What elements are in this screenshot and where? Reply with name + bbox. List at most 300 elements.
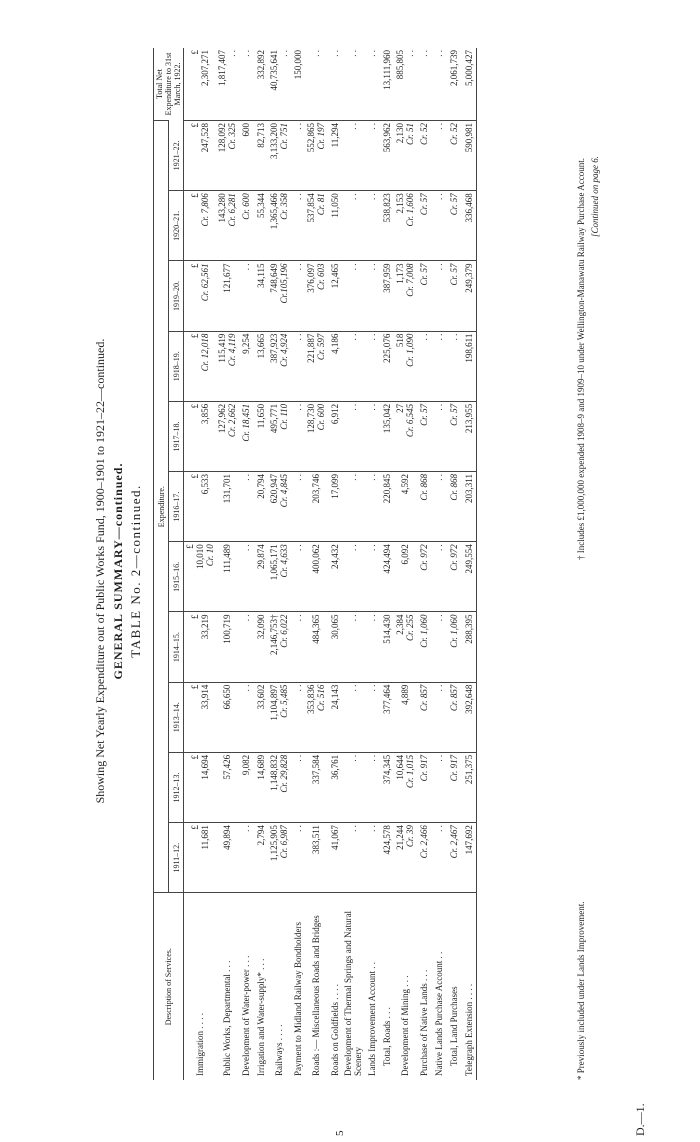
table-cell bbox=[184, 120, 217, 190]
cell-value: . . bbox=[433, 333, 444, 341]
table-cell bbox=[268, 261, 290, 331]
row-label: Payment to Midland Railway Bondholders bbox=[290, 893, 305, 1080]
cell-value: . . bbox=[433, 403, 444, 411]
cell-value: . . bbox=[366, 684, 377, 692]
cell-value: 55,344 bbox=[255, 193, 266, 218]
table-cell bbox=[290, 752, 305, 822]
table-cell bbox=[461, 261, 477, 331]
cell-value: 14,694 bbox=[200, 754, 210, 780]
cell-value: 387,959 bbox=[381, 263, 392, 293]
cell-value: Cr. 597 bbox=[316, 333, 326, 361]
cell-value: Cr. 868 bbox=[418, 474, 429, 501]
table-cell bbox=[364, 612, 379, 682]
cell-value: 11,681 bbox=[200, 825, 210, 850]
table-cell bbox=[290, 331, 305, 401]
table-cell bbox=[184, 823, 217, 893]
table-cell bbox=[216, 823, 238, 893]
table-cell bbox=[238, 472, 253, 542]
table-cell bbox=[379, 823, 394, 893]
table-cell bbox=[216, 472, 238, 542]
table-cell bbox=[216, 752, 238, 822]
table-cell bbox=[216, 682, 238, 752]
cell-value: Cr. 7,008 bbox=[405, 263, 415, 297]
cell-value: Cr. 2,467 bbox=[448, 825, 459, 859]
cell-value: 20,794 bbox=[255, 474, 266, 499]
table-cell bbox=[305, 752, 327, 822]
cell-value: £ bbox=[190, 474, 200, 479]
cell-value: 24,432 bbox=[329, 544, 340, 569]
table-cell bbox=[184, 752, 217, 822]
cell-value: 495,771 bbox=[269, 403, 279, 434]
cell-value: 1,065,171 bbox=[269, 544, 279, 581]
table-cell bbox=[253, 682, 268, 752]
table-cell bbox=[379, 331, 394, 401]
cell-value: 13,111,960 bbox=[381, 50, 392, 90]
cell-value: Cr. 325 bbox=[227, 122, 237, 150]
table-cell bbox=[431, 682, 446, 752]
table-cell bbox=[290, 612, 305, 682]
cell-value: Cr. 603 bbox=[316, 263, 326, 290]
cell-value: 121,677 bbox=[222, 263, 232, 293]
table-cell bbox=[238, 191, 253, 261]
cell-value: . . bbox=[240, 544, 251, 551]
cell-value: . . bbox=[227, 50, 237, 57]
cell-value: Cr. 110 bbox=[279, 403, 289, 430]
cell-value: Cr. 51 bbox=[405, 122, 415, 145]
cell-value: . . bbox=[279, 50, 289, 57]
cell-value: 11,650 bbox=[255, 403, 266, 429]
cell-value: 213,955 bbox=[463, 403, 474, 434]
table-cell bbox=[446, 191, 461, 261]
table-cell bbox=[327, 191, 342, 261]
cell-value: Cr. 2,466 bbox=[418, 825, 429, 859]
continued-note: [Continued on page 6. bbox=[590, 156, 600, 237]
cell-value: . . bbox=[292, 684, 303, 692]
cell-value: 221,887 bbox=[306, 333, 316, 363]
row-label: Roads :— Miscellaneous Roads and Bridges bbox=[305, 893, 327, 1080]
cell-value: . . bbox=[348, 825, 358, 832]
cell-value: 11,050 bbox=[329, 193, 340, 218]
year-header: 1919–20. bbox=[169, 261, 184, 331]
cell-value: 82,713 bbox=[255, 122, 266, 148]
table-cell bbox=[446, 823, 461, 893]
table-row bbox=[216, 48, 238, 1080]
cell-value: . . bbox=[366, 122, 377, 130]
year-header: 1912–13. bbox=[169, 752, 184, 822]
cell-value: 400,062 bbox=[311, 544, 321, 574]
table-cell bbox=[305, 682, 327, 752]
table-cell bbox=[394, 612, 416, 682]
cell-value: 600 bbox=[240, 122, 251, 137]
cell-value: 34,115 bbox=[255, 263, 266, 288]
cell-value: £ bbox=[190, 263, 200, 268]
table-cell bbox=[290, 401, 305, 471]
cell-value: Cr. 600 bbox=[316, 403, 326, 431]
cell-value: 100,719 bbox=[222, 614, 232, 644]
cell-value: Cr. 57 bbox=[448, 403, 459, 426]
table-row bbox=[268, 48, 290, 1080]
cell-value: Cr. 29,828 bbox=[279, 754, 289, 793]
cell-value: 538,823 bbox=[381, 193, 392, 223]
year-header: 1911–12. bbox=[169, 823, 184, 893]
cell-value: 563,962 bbox=[381, 122, 392, 153]
table-cell bbox=[253, 823, 268, 893]
cell-value: 247,528 bbox=[200, 122, 210, 153]
table-cell bbox=[431, 120, 446, 190]
table-label: TABLE No. 2—continued. bbox=[128, 484, 143, 658]
cell-value: . . bbox=[292, 474, 303, 481]
year-header: 1914–15. bbox=[169, 612, 184, 682]
cell-value: 2,146,753† bbox=[269, 614, 279, 655]
cell-value: Cr. 857 bbox=[448, 684, 459, 712]
cell-value: 1,365,466 bbox=[269, 193, 279, 230]
row-label: Roads on Goldfields . . . . bbox=[327, 893, 342, 1080]
cell-value: 33,602 bbox=[255, 684, 266, 710]
expenditure-header: Expenditure. bbox=[154, 120, 169, 892]
table-cell bbox=[364, 191, 379, 261]
table-cell bbox=[327, 48, 342, 120]
cell-value: 537,854 bbox=[306, 193, 316, 223]
cell-value: . . bbox=[292, 403, 303, 411]
table-cell bbox=[184, 191, 217, 261]
cell-value: 127,962 bbox=[217, 403, 227, 434]
cell-value: Cr. 358 bbox=[279, 193, 289, 220]
cell-value: £ bbox=[190, 122, 200, 128]
cell-value: Cr. 2,662 bbox=[227, 403, 237, 438]
cell-value: . . bbox=[433, 614, 444, 622]
table-cell bbox=[238, 682, 253, 752]
table-subtitle: Showing Net Yearly Expenditure out of Public Works Fund, 1900–1901 to 1921–22—continued. bbox=[93, 338, 107, 804]
cell-value: . . bbox=[433, 50, 444, 57]
cell-value: Cr. 57 bbox=[418, 193, 429, 216]
cell-value: 332,892 bbox=[255, 50, 266, 80]
cell-value: Cr. 62,561 bbox=[200, 263, 210, 302]
cell-value: 249,379 bbox=[463, 263, 474, 293]
table-cell bbox=[268, 682, 290, 752]
cell-value: 2,384 bbox=[395, 614, 405, 635]
cell-value: . . bbox=[240, 50, 251, 57]
cell-value: Cr. 1,090 bbox=[405, 333, 415, 367]
cell-value: . . bbox=[366, 263, 377, 271]
table-cell bbox=[461, 542, 477, 612]
table-cell bbox=[416, 261, 431, 331]
table-cell bbox=[461, 120, 477, 190]
cell-value: Cr. 7,806 bbox=[200, 193, 210, 227]
table-cell bbox=[327, 261, 342, 331]
description-header: Description of Services. bbox=[154, 893, 184, 1080]
cell-value: . . bbox=[433, 122, 444, 130]
cell-value: 225,076 bbox=[381, 333, 392, 363]
cell-value: . . bbox=[292, 544, 303, 551]
cell-value: 24,143 bbox=[329, 684, 340, 710]
general-summary-title: GENERAL SUMMARY—continued. bbox=[111, 462, 125, 680]
table-cell bbox=[268, 542, 290, 612]
cell-value: . . bbox=[366, 193, 377, 200]
cell-value: . . bbox=[366, 50, 377, 57]
table-cell bbox=[394, 401, 416, 471]
cell-value: . . bbox=[311, 50, 321, 57]
cell-value: 4,186 bbox=[329, 333, 340, 354]
table-cell bbox=[394, 331, 416, 401]
cell-value: 32,090 bbox=[255, 614, 266, 640]
table-cell bbox=[416, 823, 431, 893]
cell-value: Cr. 197 bbox=[316, 122, 326, 150]
cell-value: 249,554 bbox=[463, 544, 474, 574]
cell-value: Cr. 1,060 bbox=[418, 614, 429, 648]
table-cell bbox=[379, 261, 394, 331]
cell-value: 5,000,427 bbox=[463, 50, 474, 86]
table-cell bbox=[253, 120, 268, 190]
cell-value: 131,701 bbox=[222, 474, 232, 504]
table-cell bbox=[364, 472, 379, 542]
year-header: 1915–16. bbox=[169, 542, 184, 612]
table-cell bbox=[290, 120, 305, 190]
table-cell bbox=[305, 472, 327, 542]
cell-value: 392,648 bbox=[463, 684, 474, 714]
cell-value: . . bbox=[240, 474, 251, 481]
cell-value: Cr. 972 bbox=[418, 544, 429, 571]
cell-value: . . bbox=[366, 403, 377, 411]
cell-value: . . bbox=[329, 50, 340, 57]
cell-value: 337,584 bbox=[311, 754, 321, 785]
cell-value: . . bbox=[366, 754, 377, 762]
cell-value: 10,644 bbox=[395, 754, 405, 780]
table-cell bbox=[416, 542, 431, 612]
row-label: Total, Roads . . . bbox=[379, 893, 394, 1080]
table-cell bbox=[184, 261, 217, 331]
row-label: Development of Water-power . . . bbox=[238, 893, 253, 1080]
table-cell bbox=[446, 48, 461, 120]
table-cell bbox=[379, 120, 394, 190]
table-cell bbox=[290, 191, 305, 261]
table-cell bbox=[238, 48, 253, 120]
table-cell bbox=[342, 401, 364, 471]
table-cell bbox=[416, 472, 431, 542]
cell-value: 220,845 bbox=[381, 474, 392, 504]
table-cell bbox=[342, 331, 364, 401]
table-cell bbox=[268, 191, 290, 261]
table-cell bbox=[327, 542, 342, 612]
cell-value: 36,761 bbox=[329, 754, 340, 780]
table-row bbox=[379, 48, 394, 1080]
table-cell bbox=[364, 682, 379, 752]
cell-value: 251,375 bbox=[463, 754, 474, 785]
table-cell bbox=[305, 612, 327, 682]
table-cell bbox=[379, 542, 394, 612]
table-cell bbox=[342, 752, 364, 822]
cell-value: . . bbox=[292, 754, 303, 762]
cell-value: 2,307,271 bbox=[200, 50, 210, 86]
table-cell bbox=[446, 682, 461, 752]
table-cell bbox=[238, 752, 253, 822]
cell-value: 9,082 bbox=[240, 754, 251, 776]
cell-value: £ bbox=[185, 544, 195, 549]
table-cell bbox=[184, 682, 217, 752]
table-cell bbox=[342, 823, 364, 893]
cell-value: Cr. 857 bbox=[418, 684, 429, 712]
cell-value: 6,092 bbox=[400, 544, 410, 565]
cell-value: 288,395 bbox=[463, 614, 474, 644]
cell-value: £ bbox=[190, 825, 200, 830]
row-label: Immigration . . . . bbox=[184, 893, 217, 1080]
cell-value: 147,692 bbox=[463, 825, 474, 855]
cell-value: Cr. 600 bbox=[240, 193, 251, 220]
table-cell bbox=[268, 331, 290, 401]
cell-value: 203,746 bbox=[311, 474, 321, 504]
cell-value: Cr. 751 bbox=[279, 122, 289, 150]
table-row bbox=[416, 48, 431, 1080]
cell-value: 4,592 bbox=[400, 474, 410, 495]
table-cell bbox=[268, 823, 290, 893]
cell-value: £ bbox=[190, 614, 200, 619]
table-cell bbox=[431, 542, 446, 612]
cell-value: Cr. 255 bbox=[405, 614, 415, 641]
cell-value: Cr. 6,987 bbox=[279, 825, 289, 859]
table-cell bbox=[416, 401, 431, 471]
cell-value: 748,649 bbox=[269, 263, 279, 293]
cell-value: Cr. 972 bbox=[448, 544, 459, 571]
cell-value: . . bbox=[366, 544, 377, 551]
cell-value: . . bbox=[292, 193, 303, 200]
cell-value: . . bbox=[433, 825, 444, 832]
cell-value: 620,947 bbox=[269, 474, 279, 504]
table-cell bbox=[394, 542, 416, 612]
table-cell bbox=[431, 472, 446, 542]
cell-value: Cr. 6,022 bbox=[279, 614, 289, 648]
cell-value: 336,468 bbox=[463, 193, 474, 223]
cell-value: . . bbox=[348, 684, 358, 692]
table-cell bbox=[342, 261, 364, 331]
table-cell bbox=[394, 48, 416, 120]
table-cell bbox=[305, 401, 327, 471]
table-cell bbox=[327, 472, 342, 542]
table-cell bbox=[416, 191, 431, 261]
cell-value: Cr. 4,119 bbox=[227, 333, 237, 367]
cell-value: 13,665 bbox=[255, 333, 266, 359]
cell-value: £ bbox=[190, 684, 200, 690]
row-label: Development of Mining . . . bbox=[394, 893, 416, 1080]
table-cell bbox=[253, 401, 268, 471]
table-cell bbox=[416, 612, 431, 682]
table-cell bbox=[461, 682, 477, 752]
table-cell bbox=[327, 612, 342, 682]
cell-value: . . bbox=[240, 825, 251, 832]
cell-value: Cr. 57 bbox=[448, 263, 459, 286]
table-cell bbox=[327, 331, 342, 401]
cell-value: Cr. 868 bbox=[448, 474, 459, 501]
row-label: Development of Thermal Springs and Natural Scenery bbox=[342, 893, 364, 1080]
table-cell bbox=[268, 48, 290, 120]
total-header: Total Net Expenditure to 31st March, 1922. bbox=[154, 48, 184, 120]
table-cell bbox=[364, 542, 379, 612]
table-cell bbox=[327, 752, 342, 822]
cell-value: . . bbox=[433, 263, 444, 271]
cell-value: . . bbox=[292, 122, 303, 130]
cell-value: 514,430 bbox=[381, 614, 392, 644]
table-cell bbox=[290, 823, 305, 893]
cell-value: . . bbox=[433, 754, 444, 762]
table-cell bbox=[268, 472, 290, 542]
cell-value: 2,061,739 bbox=[448, 50, 459, 86]
table-cell bbox=[238, 612, 253, 682]
year-header: 1917–18. bbox=[169, 401, 184, 471]
cell-value: 203,311 bbox=[463, 474, 474, 503]
table-cell bbox=[342, 612, 364, 682]
table-cell bbox=[216, 48, 238, 120]
table-row bbox=[305, 48, 327, 1080]
cell-value: 424,578 bbox=[381, 825, 392, 855]
cell-value: Cr. 57 bbox=[418, 403, 429, 426]
cell-value: Cr. 39 bbox=[405, 825, 415, 848]
table-cell bbox=[216, 331, 238, 401]
cell-value: 33,219 bbox=[200, 614, 210, 640]
table-cell bbox=[184, 542, 217, 612]
cell-value: . . bbox=[448, 333, 459, 341]
table-cell bbox=[379, 401, 394, 471]
table-cell bbox=[364, 331, 379, 401]
table-cell bbox=[416, 331, 431, 401]
cell-value: Cr. 1,015 bbox=[405, 754, 415, 789]
cell-value: Cr. 917 bbox=[418, 754, 429, 782]
cell-value: . . bbox=[292, 614, 303, 622]
table-cell bbox=[431, 331, 446, 401]
cell-value: . . bbox=[366, 825, 377, 832]
cell-value: 552,865 bbox=[306, 122, 316, 153]
cell-value: Cr. 4,924 bbox=[279, 333, 289, 367]
table-row bbox=[446, 48, 461, 1080]
cell-value: Cr. 917 bbox=[448, 754, 459, 782]
cell-value: 11,294 bbox=[329, 122, 340, 148]
cell-value: Cr. 52 bbox=[418, 122, 429, 145]
table-cell bbox=[327, 120, 342, 190]
table-cell bbox=[394, 191, 416, 261]
cell-value: 21,244 bbox=[395, 825, 405, 850]
cell-value: Cr. 4,633 bbox=[279, 544, 289, 578]
cell-value: £ bbox=[190, 754, 200, 760]
cell-value: 2,794 bbox=[255, 825, 266, 846]
table-cell bbox=[216, 612, 238, 682]
cell-value: . . bbox=[348, 122, 358, 130]
table-cell bbox=[268, 612, 290, 682]
table-cell bbox=[290, 682, 305, 752]
table-cell bbox=[305, 48, 327, 120]
table-cell bbox=[446, 472, 461, 542]
table-cell bbox=[253, 48, 268, 120]
table-cell bbox=[290, 542, 305, 612]
cell-value: . . bbox=[348, 544, 358, 551]
table-cell bbox=[446, 331, 461, 401]
table-cell bbox=[184, 48, 217, 120]
table-row bbox=[184, 48, 217, 1080]
table-cell bbox=[216, 542, 238, 612]
cell-value: 17,099 bbox=[329, 474, 340, 499]
table-cell bbox=[364, 261, 379, 331]
table-cell bbox=[431, 48, 446, 120]
table-cell bbox=[431, 752, 446, 822]
table-cell bbox=[431, 823, 446, 893]
year-header: 1918–19. bbox=[169, 331, 184, 401]
cell-value: . . bbox=[348, 403, 358, 411]
table-cell bbox=[305, 823, 327, 893]
table-cell bbox=[305, 261, 327, 331]
cell-value: Cr. 1,606 bbox=[405, 193, 415, 227]
table-cell bbox=[394, 682, 416, 752]
cell-value: £ bbox=[190, 193, 200, 198]
table-cell bbox=[305, 542, 327, 612]
table-cell bbox=[446, 401, 461, 471]
table-cell bbox=[253, 612, 268, 682]
cell-value: . . bbox=[348, 193, 358, 200]
